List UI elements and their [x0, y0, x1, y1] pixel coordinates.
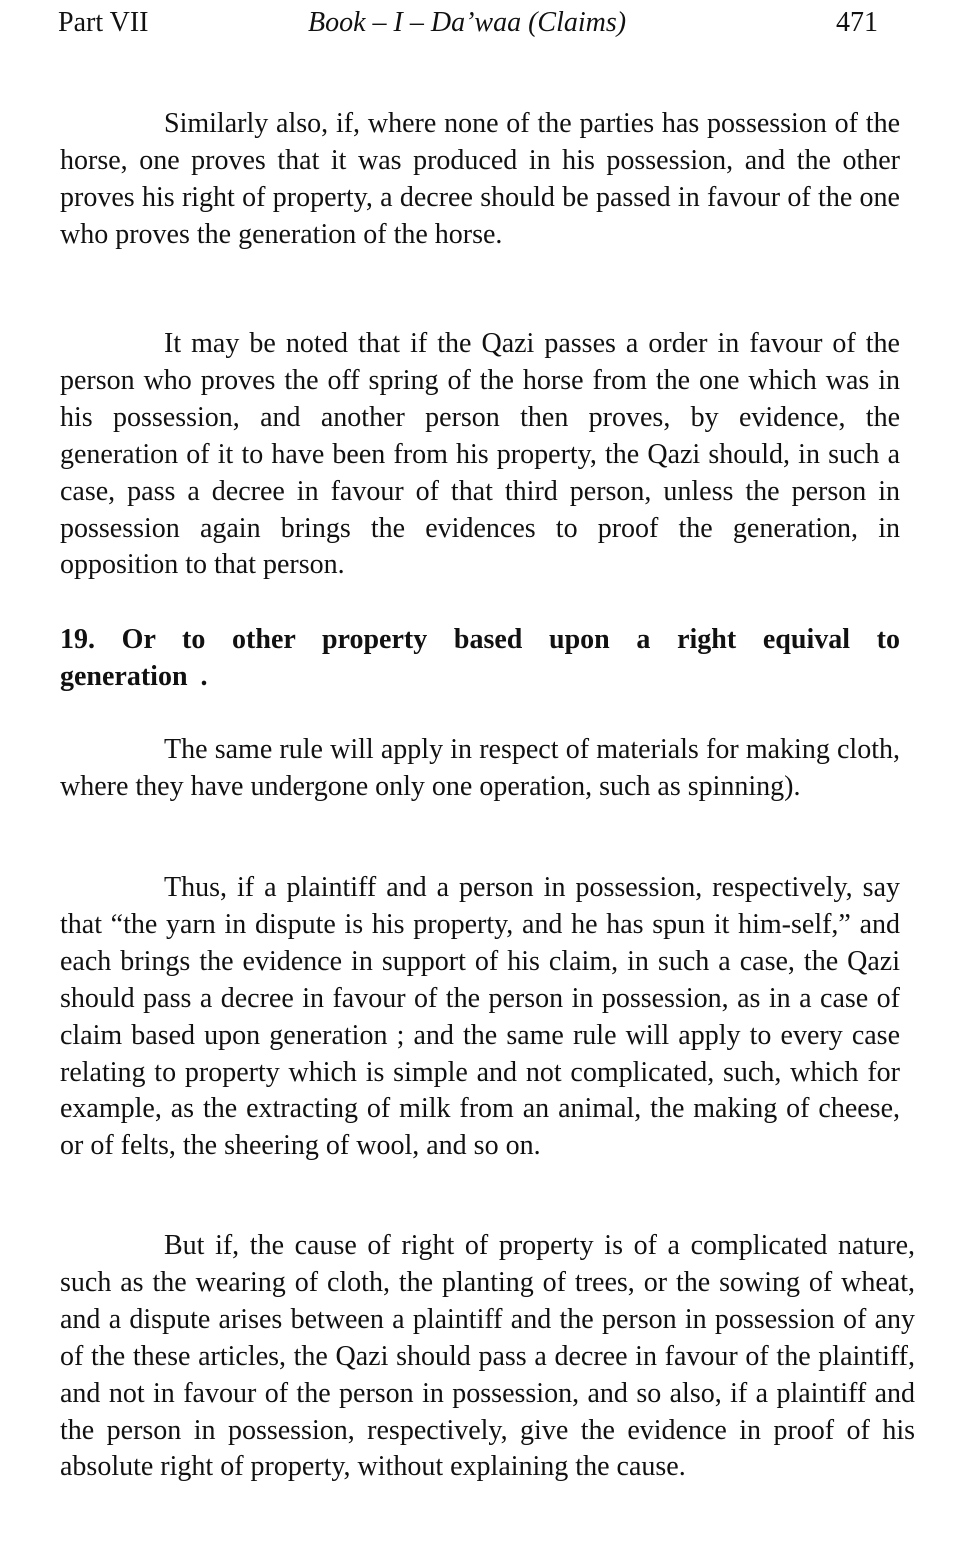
book-title: Book – I – Da’waa (Claims) — [308, 7, 627, 38]
paragraph-generation-horse: Similarly also, if, where none of the parties has possession of the horse, one proves that it was produced in his possession, and the other proves his right of property, a decree should be passed in favour of the one who proves the generation of the horse. — [60, 108, 900, 250]
paragraph-qazi-order: It may be noted that if the Qazi passes a order in favour of the person who proves the off spring of the horse from the one which was in his possession, and another person then proves, by evidence, the generation of it to have been from his property, the Qazi should, in such a case, pass a decree in favour of that third person, unless the person in possession again brings the evidences to proof the generation, in opposition to that person. — [60, 328, 900, 581]
part-label: Part VII — [58, 7, 149, 38]
paragraph-materials-cloth: The same rule will apply in respect of materials for making cloth, where they have undergone only one operation, such as spinning). — [60, 734, 900, 802]
section-heading-19: 19. Or to other property based upon a right equival to generation . — [60, 624, 900, 692]
running-header — [58, 6, 878, 40]
paragraph-yarn-dispute: Thus, if a plaintiff and a person in possession, respectively, say that “the yarn in dispute is his property, and he has spun it him-self,” and each brings the evidence in support of his claim, in such a case, the Qazi should pass a decree in favour of the person in possession, as in a case of claim based upon generation ; and the same rule will apply to every case relating to property which is simple and not complicated, such, which for example, as the extracting of milk from an animal, the making of cheese, or of felts, the sheering of wool, and so on. — [60, 872, 900, 1162]
page-number: 471 — [836, 7, 878, 38]
paragraph-complicated-cause: But if, the cause of right of property is of a complicated nature, such as the wearing of cloth, the planting of trees, or the sowing of wheat, and a dispute arises between a plaintiff and the person in possession of any of the these articles, the Qazi should pass a decree in favour of the plaintiff, and not in favour of the person in possession, and so also, if a plaintiff and the person in possession, respectively, give the evidence in proof of his absolute right of property, without explaining the cause. — [60, 1230, 915, 1483]
